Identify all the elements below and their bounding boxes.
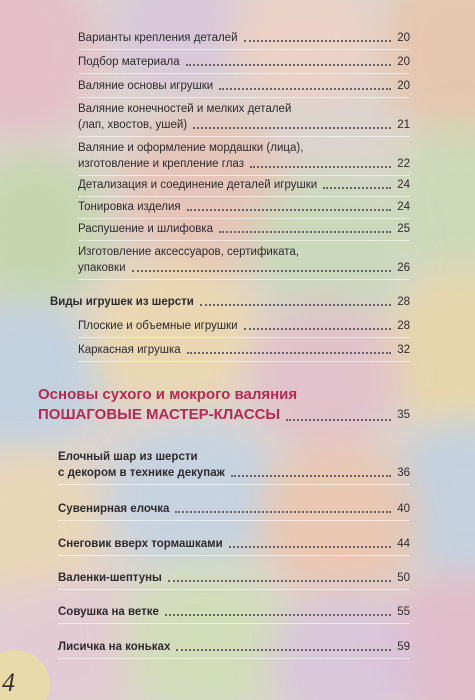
- leader-dots: [219, 231, 391, 233]
- page-number: 32: [397, 344, 410, 356]
- leader-dots: [323, 187, 391, 189]
- leader-dots: [244, 40, 392, 42]
- section-subtitle: ПОШАГОВЫЕ МАСТЕР-КЛАССЫ: [38, 406, 281, 423]
- leader-dots: [176, 649, 391, 651]
- leader-dots: [193, 127, 391, 129]
- toc-class-item[interactable]: Лисичка на коньках 59: [58, 639, 410, 659]
- toc-item[interactable]: Валяние основы игрушки 20: [78, 78, 410, 98]
- leader-dots: [244, 328, 392, 330]
- page-number: 40: [397, 503, 410, 515]
- page-number: 24: [397, 179, 410, 191]
- leader-dots: [200, 304, 391, 306]
- leader-dots: [219, 88, 391, 90]
- toc-class-item[interactable]: Валенки-шептуны 50: [58, 570, 410, 590]
- leader-dots: [175, 511, 391, 513]
- toc-item[interactable]: Детализация и соединение деталей игрушки 24: [78, 177, 410, 197]
- toc-item[interactable]: Варианты крепления деталей 20: [78, 30, 410, 50]
- toc-item[interactable]: Валяние конечностей и мелких деталей (лап, хвостов, ушей) 21: [78, 101, 410, 137]
- page-number: 20: [397, 80, 410, 92]
- leader-dots: [168, 580, 391, 582]
- page-number: 44: [397, 538, 410, 550]
- toc-item[interactable]: Валяние и оформление мордашки (лица), изготовление и крепление глаз 22: [78, 140, 410, 176]
- leader-dots: [250, 166, 391, 168]
- leader-dots: [286, 419, 391, 421]
- page-number: 28: [397, 296, 410, 308]
- toc-class-item[interactable]: Елочный шар из шерсти с декором в технике декупаж 36: [58, 449, 410, 485]
- toc-class-item[interactable]: Снеговик вверх тормашками 44: [58, 536, 410, 556]
- page-number: 28: [397, 320, 410, 332]
- page-number: 59: [397, 641, 410, 653]
- toc-section-heading[interactable]: [38, 385, 410, 425]
- page-number: 24: [397, 201, 410, 213]
- page-number: 21: [397, 119, 410, 131]
- toc-class-item[interactable]: Совушка на ветке 55: [58, 604, 410, 624]
- page-number: 55: [397, 606, 410, 618]
- toc-item[interactable]: Изготовление аксессуаров, сертификата, упаковки 26: [78, 244, 410, 280]
- toc-item[interactable]: Подбор материала 20: [78, 54, 410, 74]
- page-number: 26: [397, 262, 410, 274]
- leader-dots: [231, 475, 391, 477]
- leader-dots: [165, 614, 391, 616]
- page-number: 20: [397, 32, 410, 44]
- leader-dots: [186, 64, 392, 66]
- section-title: Основы сухого и мокрого валяния: [38, 386, 298, 403]
- page-number: 20: [397, 56, 410, 68]
- leader-dots: [187, 209, 392, 211]
- toc-chapter-heading[interactable]: Виды игрушек из шерсти 28: [50, 296, 410, 308]
- leader-dots: [187, 352, 392, 354]
- toc-item[interactable]: Тонировка изделия 24: [78, 199, 410, 219]
- toc-class-item[interactable]: Сувенирная елочка 40: [58, 501, 410, 521]
- toc-item[interactable]: Каркасная игрушка 32: [78, 342, 410, 362]
- corner-page-glyph: 4: [2, 668, 15, 697]
- leader-dots: [229, 546, 392, 548]
- page-number: 50: [397, 572, 410, 584]
- toc-item[interactable]: Распушение и шлифовка 25: [78, 221, 410, 241]
- leader-dots: [132, 270, 392, 272]
- toc-item[interactable]: Плоские и объемные игрушки 28: [78, 318, 410, 338]
- page-number: 25: [397, 223, 410, 235]
- page-number: 22: [397, 158, 410, 170]
- page-number: 35: [397, 409, 410, 421]
- page-number: 36: [397, 467, 410, 479]
